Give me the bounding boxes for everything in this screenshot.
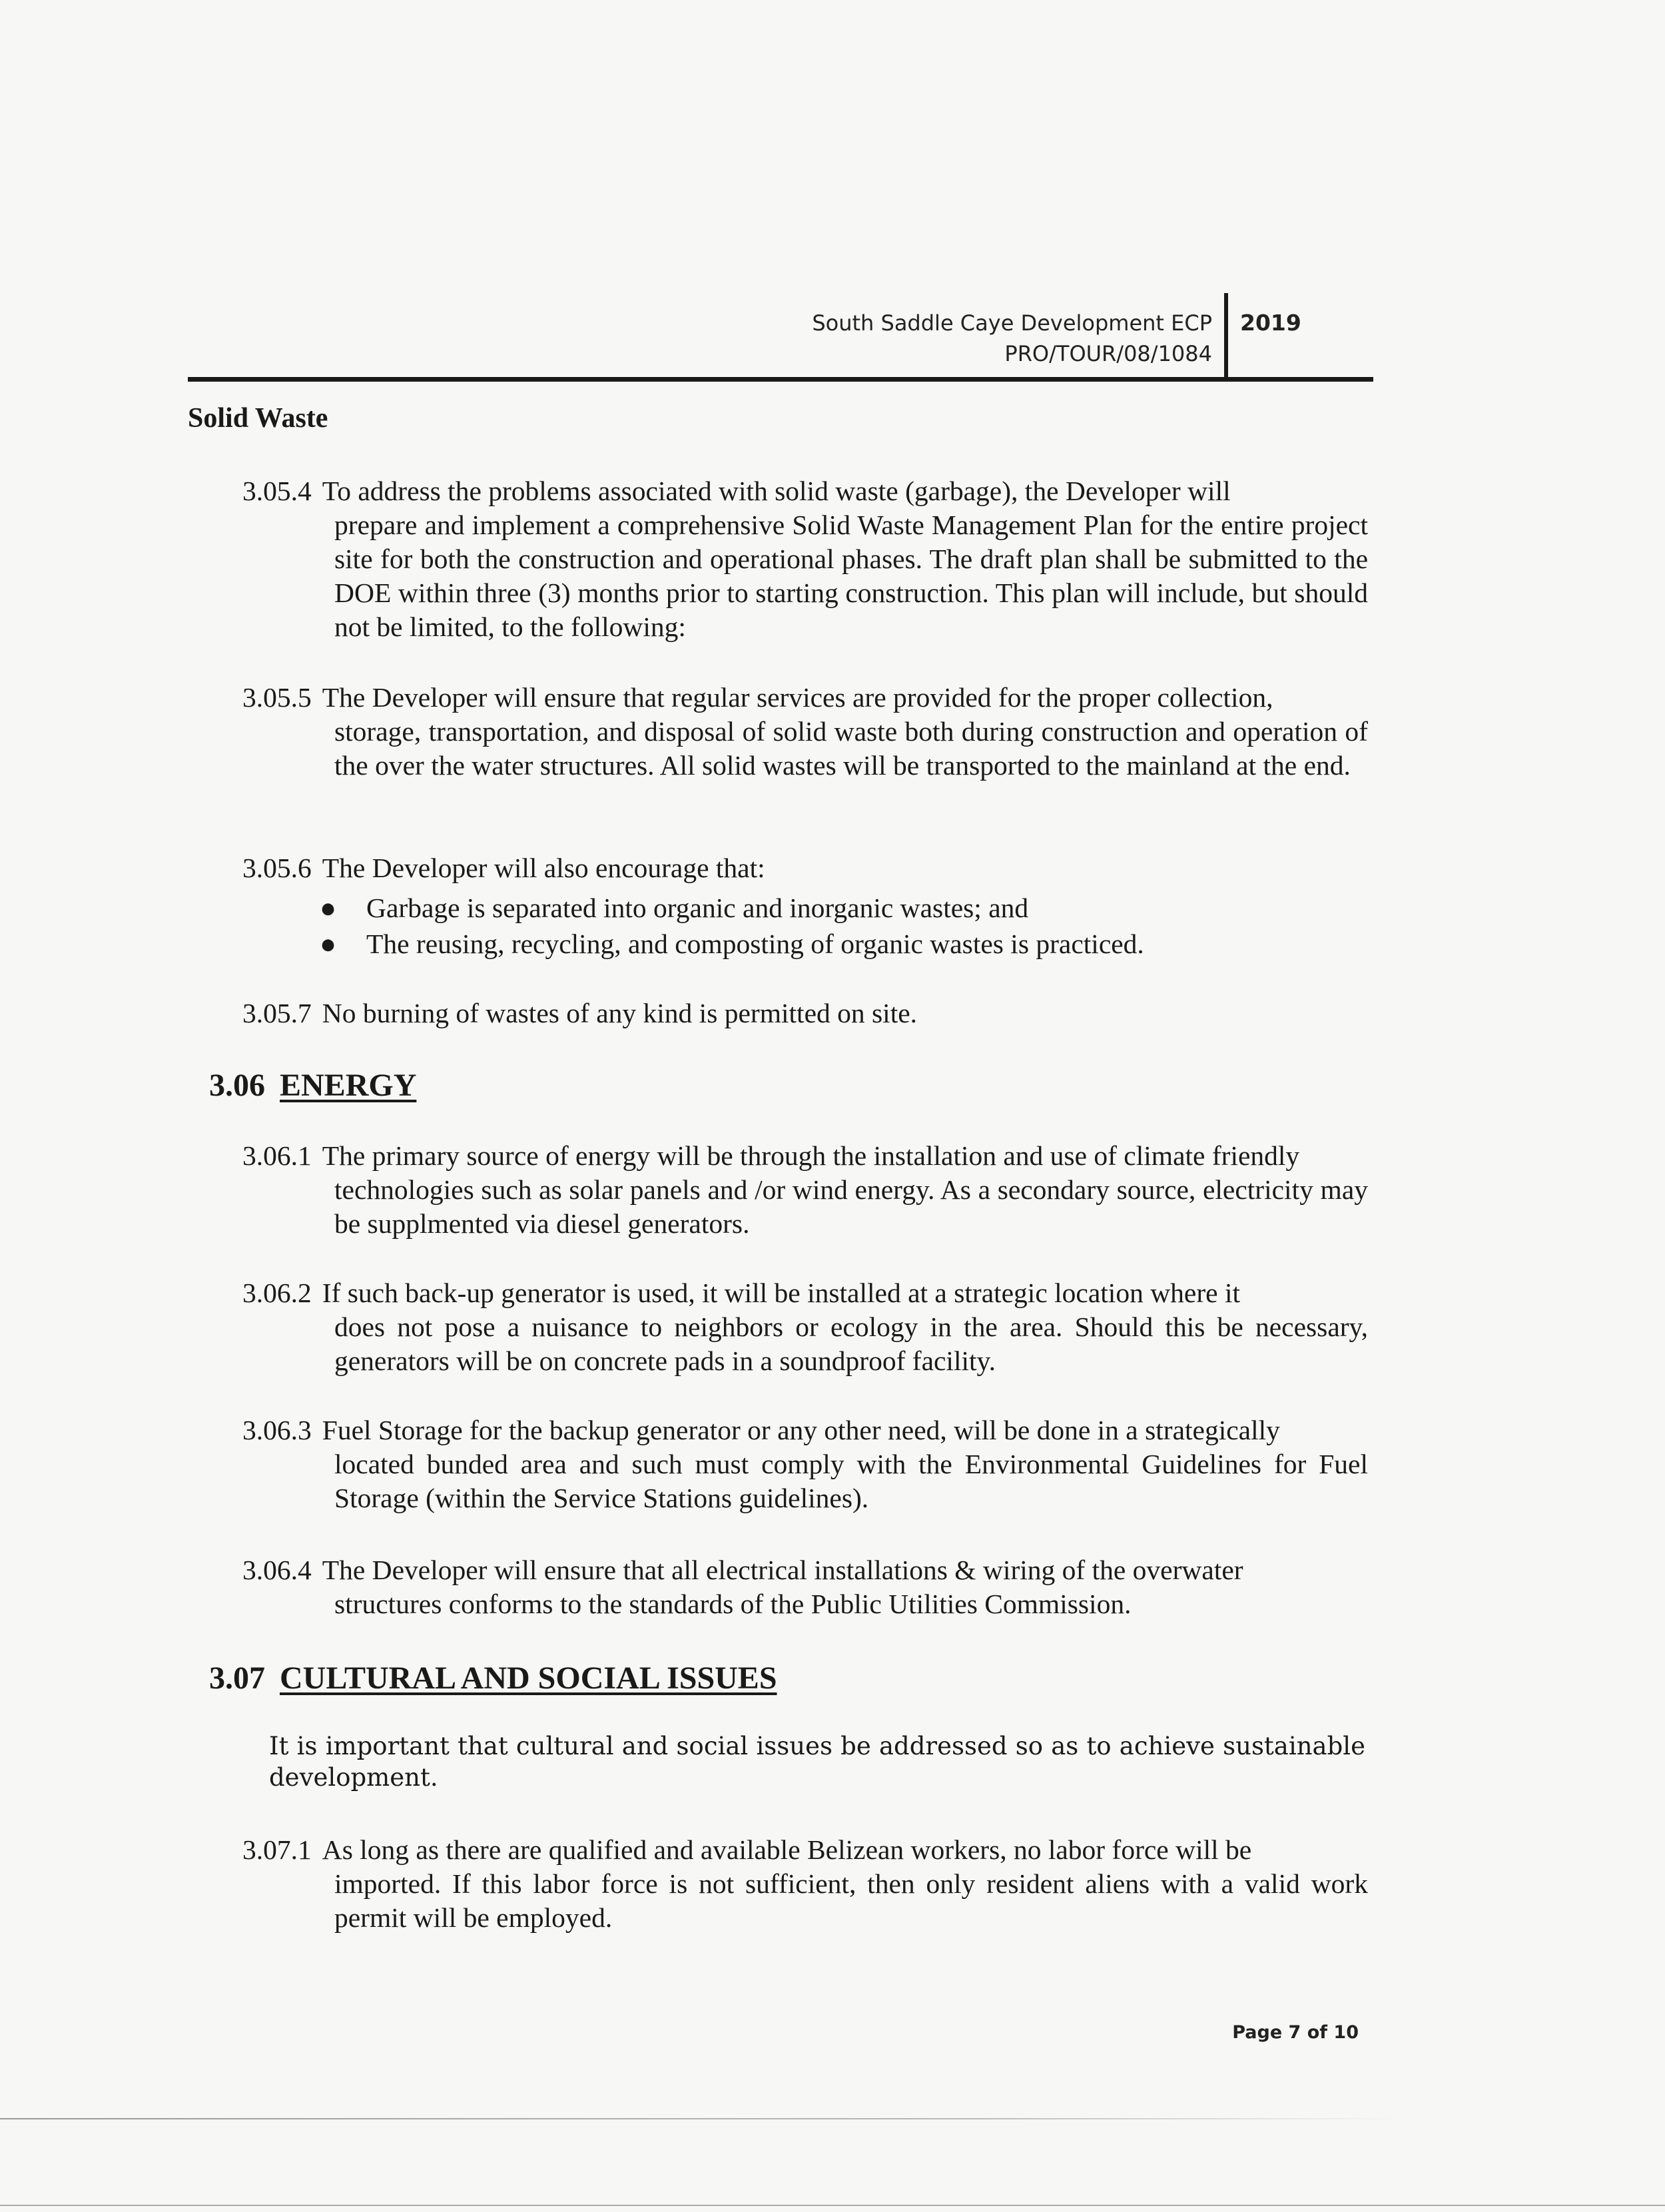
paragraph-number: 3.05.4 [242, 476, 312, 506]
paragraph-number: 3.06.3 [242, 1415, 312, 1445]
section-heading-cultural-social [209, 1659, 777, 1698]
paragraph-number: 3.06.2 [242, 1278, 312, 1308]
list-item: ● The reusing, recycling, and composting of organic wastes is practiced. [320, 926, 1399, 962]
paragraph-body: prepare and implement a comprehensive Solid Waste Management Plan for the entire project site for both the construction and operational phases. The draft plan shall be submitted to the DOE within three (3) months prior to starting construction. This plan will include, but should not be limited, to the following: [334, 510, 1368, 642]
paragraph-number: 3.05.7 [242, 998, 312, 1028]
paragraph-body: imported. If this labor force is not sufficient, then only resident aliens with a valid work permit will be employed. [334, 1868, 1368, 1933]
header-reference: PRO/TOUR/08/1084 [1004, 341, 1212, 366]
paragraph-number: 3.07.1 [242, 1834, 312, 1865]
paragraph-3-06-2 [242, 1276, 1368, 1378]
paragraph-first-line: The Developer will ensure that regular services are provided for the proper collection, [322, 682, 1273, 713]
paragraph-first-line: No burning of wastes of any kind is permitted on site. [322, 998, 918, 1028]
heading-number: 3.06 [209, 1068, 265, 1103]
header-left [812, 308, 1212, 369]
bullet-list [0, 890, 1399, 962]
paragraph-number: 3.06.4 [242, 1555, 312, 1585]
paragraph-first-line: If such back-up generator is used, it will be installed at a strategic location where it [322, 1278, 1241, 1308]
page-number: Page 7 of 10 [1232, 2022, 1359, 2043]
paragraph-first-line: As long as there are qualified and available Belizean workers, no labor force will be [322, 1834, 1252, 1865]
paragraph-3-05-4 [242, 474, 1368, 644]
paragraph-first-line: To address the problems associated with solid waste (garbage), the Developer will [322, 476, 1231, 506]
heading-text: ENERGY [280, 1068, 417, 1103]
header-title: South Saddle Caye Development ECP [812, 310, 1212, 336]
paragraph-body: technologies such as solar panels and /or wind energy. As a secondary source, electricity may be supplmented via diesel generators. [334, 1174, 1368, 1239]
paragraph-3-06-3 [242, 1413, 1368, 1515]
header-year: 2019 [1240, 310, 1301, 336]
paragraph-first-line: The Developer will ensure that all electrical installations & wiring of the overwater [322, 1555, 1243, 1585]
paragraph-number: 3.06.1 [242, 1140, 312, 1171]
paragraph-number: 3.05.5 [242, 682, 312, 713]
heading-text: CULTURAL AND SOCIAL ISSUES [280, 1660, 777, 1696]
paragraph-first-line: The Developer will also encourage that: [322, 853, 765, 883]
paragraph-3-06-1 [242, 1139, 1368, 1241]
header-rule [188, 377, 1373, 382]
scan-edge-line [0, 2205, 1665, 2206]
paragraph-body: structures conforms to the standards of the Public Utilities Commission. [334, 1589, 1132, 1619]
paragraph-body: storage, transportation, and disposal of solid waste both during construction and operation of the over the water structures. All solid wastes will be transported to the mainland at the end. [334, 716, 1368, 781]
list-item: ● Garbage is separated into organic and inorganic wastes; and [320, 890, 1399, 926]
paragraph-first-line: Fuel Storage for the backup generator or any other need, will be done in a strategically [322, 1415, 1280, 1445]
paragraph-first-line: The primary source of energy will be through the installation and use of climate friendly [322, 1140, 1300, 1171]
paragraph-3-07-1 [242, 1833, 1368, 1935]
paragraph-3-05-7 [242, 996, 1368, 1030]
bullet-icon: ● [320, 928, 337, 959]
section-label-solid-waste: Solid Waste [188, 403, 328, 434]
section-heading-energy [209, 1066, 416, 1106]
paragraph-3-06-4 [242, 1553, 1368, 1621]
paragraph-3-05-6 [242, 851, 1368, 885]
footer-rule [0, 2118, 1399, 2119]
paragraph-body: located bunded area and such must comply with the Environmental Guidelines for Fuel Storage (within the Service Stations guidelines). [334, 1449, 1368, 1513]
heading-number: 3.07 [209, 1660, 265, 1696]
paragraph-number: 3.05.6 [242, 853, 312, 883]
bullet-icon: ● [320, 893, 337, 923]
paragraph-body: does not pose a nuisance to neighbors or ecology in the area. Should this be necessary, generators will be on concrete pads in a soundproof facility. [334, 1311, 1368, 1376]
paragraph-3-05-5 [242, 681, 1368, 783]
cultural-intro: It is important that cultural and social issues be addressed so as to achieve sustainable development. [269, 1732, 1365, 1792]
header-divider [1224, 293, 1228, 380]
